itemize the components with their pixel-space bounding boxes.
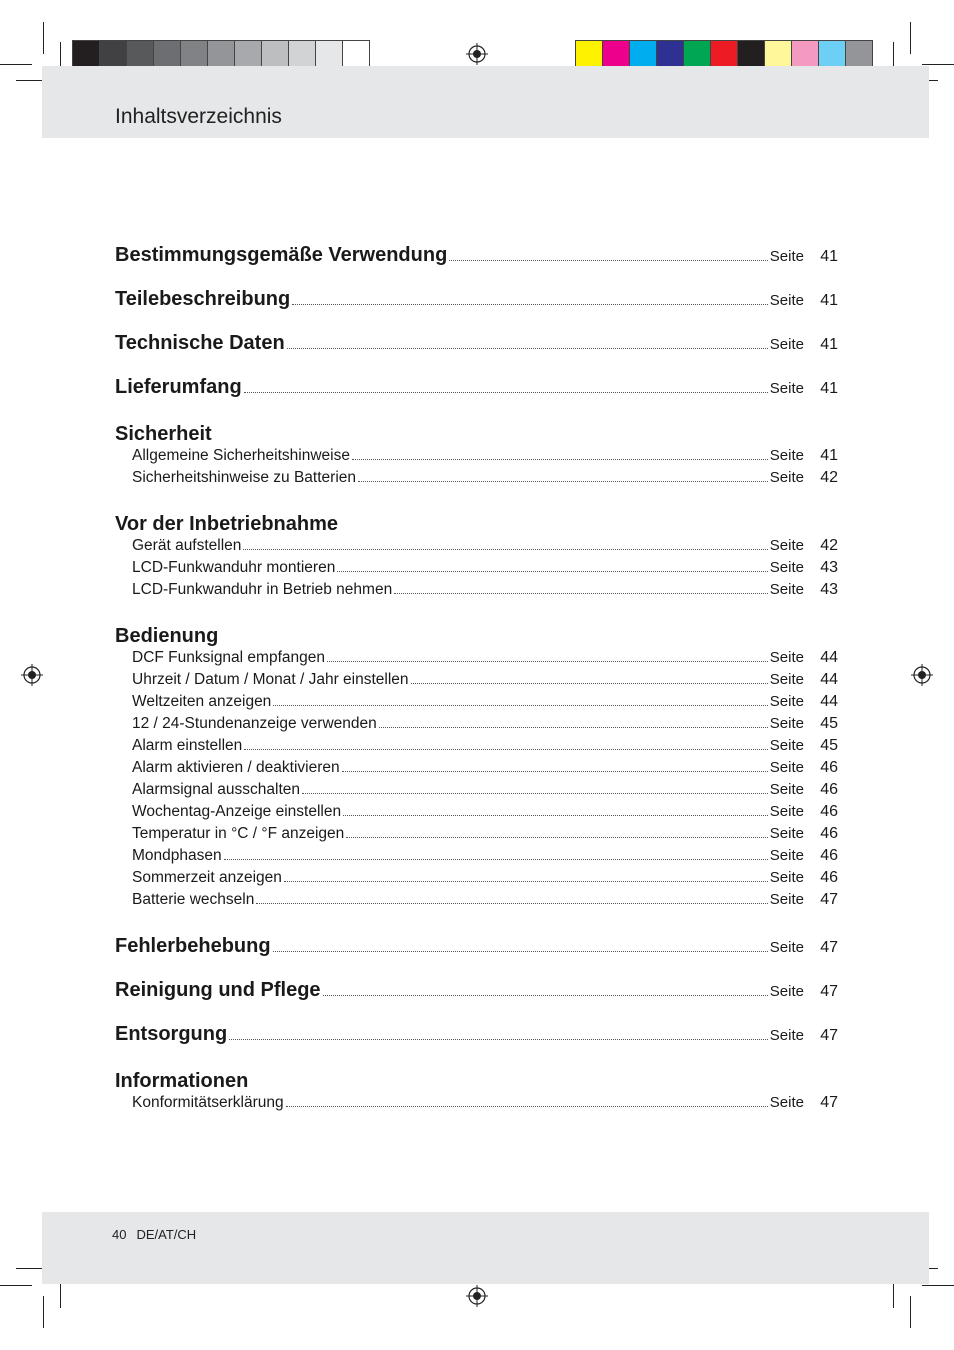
page-number: 47 — [820, 939, 838, 956]
color-swatch — [180, 40, 208, 68]
color-swatch — [207, 40, 235, 68]
dot-leader — [244, 749, 768, 750]
page-word: Seite — [769, 869, 804, 886]
toc-subentry-label: Konformitätserklärung — [132, 1094, 284, 1111]
toc-subentry-label: Wochentag-Anzeige einstellen — [132, 803, 342, 820]
spacer — [115, 603, 838, 622]
page-word: Seite — [769, 983, 804, 1000]
toc-subentry-label: Gerät aufstellen — [132, 537, 242, 554]
toc-entry-label: Teilebeschreibung — [115, 288, 291, 310]
page-word: Seite — [769, 581, 804, 598]
toc-entry-label: Technische Daten — [115, 332, 285, 354]
toc-subentry-label: DCF Funksignal empfangen — [132, 649, 325, 666]
dot-leader — [342, 771, 768, 772]
footer-band — [42, 1212, 929, 1284]
page-number: 41 — [820, 292, 838, 309]
page-word: Seite — [769, 537, 804, 554]
dot-leader — [411, 683, 768, 684]
page-title: Inhaltsverzeichnis — [115, 105, 282, 128]
crop-mark — [43, 22, 44, 54]
toc-subentry-label: Alarm aktivieren / deaktivieren — [132, 759, 340, 776]
color-swatch — [153, 40, 181, 68]
page-word: Seite — [769, 847, 804, 864]
dot-leader — [256, 903, 767, 904]
page-number: 44 — [820, 649, 838, 666]
toc-entry-label: Reinigung und Pflege — [115, 979, 321, 1001]
toc-subentry[interactable] — [115, 559, 838, 581]
crop-mark — [43, 1296, 44, 1328]
toc-subentry[interactable] — [115, 447, 838, 469]
page-word: Seite — [769, 781, 804, 798]
registration-mark-icon — [911, 664, 933, 686]
color-swatch — [683, 40, 711, 68]
toc-section-bedienung[interactable]: Bedienung — [115, 625, 219, 647]
crop-mark — [910, 1296, 911, 1328]
page-word: Seite — [769, 649, 804, 666]
page-number: 43 — [820, 559, 838, 576]
toc-subentry[interactable] — [115, 891, 838, 913]
color-swatch — [818, 40, 846, 68]
page-number: 41 — [820, 248, 838, 265]
page-word: Seite — [769, 248, 804, 265]
dot-leader — [327, 661, 768, 662]
page-number: 42 — [820, 469, 838, 486]
toc-subentry[interactable] — [115, 781, 838, 803]
toc-section-vor-der-inbetriebnahme[interactable]: Vor der Inbetriebnahme — [115, 513, 339, 535]
toc-subentry[interactable] — [115, 469, 838, 491]
toc-subentry[interactable] — [115, 1094, 838, 1116]
page-word: Seite — [769, 715, 804, 732]
color-swatch — [764, 40, 792, 68]
page-word: Seite — [769, 469, 804, 486]
toc-subentry-label: Alarm einstellen — [132, 737, 243, 754]
toc-subentry[interactable] — [115, 847, 838, 869]
footer-page-number: 40 — [112, 1227, 127, 1242]
toc-section-informationen[interactable]: Informationen — [115, 1070, 249, 1092]
page-word: Seite — [769, 1094, 804, 1111]
dot-leader — [302, 793, 768, 794]
crop-mark — [0, 1285, 32, 1286]
color-swatch — [234, 40, 262, 68]
color-swatch — [791, 40, 819, 68]
page-number: 41 — [820, 380, 838, 397]
registration-mark-icon — [466, 43, 488, 65]
toc-subentry[interactable] — [115, 737, 838, 759]
page-number: 47 — [820, 983, 838, 1000]
toc-subentry[interactable] — [115, 715, 838, 737]
page-number: 46 — [820, 847, 838, 864]
page-number: 44 — [820, 693, 838, 710]
color-swatch — [126, 40, 154, 68]
toc-entry-teilebeschreibung[interactable] — [115, 288, 838, 332]
page-word: Seite — [769, 737, 804, 754]
toc-subentry[interactable] — [115, 581, 838, 603]
toc-subentry-label: Temperatur in °C / °F anzeigen — [132, 825, 345, 842]
page-word: Seite — [769, 380, 804, 397]
page-number: 41 — [820, 447, 838, 464]
toc-entry-entsorgung[interactable] — [115, 1023, 838, 1067]
dot-leader — [449, 260, 768, 261]
dot-leader — [243, 549, 767, 550]
page-word: Seite — [769, 559, 804, 576]
page-number: 42 — [820, 537, 838, 554]
spacer — [115, 491, 838, 510]
toc-entry-fehlerbehebung[interactable] — [115, 935, 838, 979]
toc-subentry-label: LCD-Funkwanduhr in Betrieb nehmen — [132, 581, 393, 598]
color-swatch — [315, 40, 343, 68]
dot-leader — [358, 481, 768, 482]
toc-subentry[interactable] — [115, 825, 838, 847]
page-word: Seite — [769, 939, 804, 956]
color-swatch — [72, 40, 100, 68]
toc-entry-label: Bestimmungsgemäße Verwendung — [115, 244, 448, 266]
toc-entry-label: Lieferumfang — [115, 376, 242, 398]
toc-subentry-label: Weltzeiten anzeigen — [132, 693, 272, 710]
page-word: Seite — [769, 292, 804, 309]
crop-mark — [910, 22, 911, 54]
toc-entry-bestimmungsgemaesse-verwendung[interactable] — [115, 244, 838, 288]
dot-leader — [229, 1039, 768, 1040]
page-word: Seite — [769, 671, 804, 688]
toc-subentry[interactable] — [115, 649, 838, 671]
dot-leader — [284, 881, 768, 882]
toc-section-sicherheit[interactable]: Sicherheit — [115, 423, 212, 445]
dot-leader — [343, 815, 768, 816]
dot-leader — [394, 593, 768, 594]
color-swatch — [602, 40, 630, 68]
toc-subentry-label: Uhrzeit / Datum / Monat / Jahr einstellen — [132, 671, 409, 688]
dot-leader — [337, 571, 767, 572]
dot-leader — [273, 951, 768, 952]
crop-mark — [922, 64, 954, 65]
page-number: 45 — [820, 737, 838, 754]
color-swatch — [845, 40, 873, 68]
page-word: Seite — [769, 447, 804, 464]
page-word: Seite — [769, 759, 804, 776]
toc-subentry[interactable] — [115, 537, 838, 559]
color-swatch — [261, 40, 289, 68]
toc-entry-technische-daten[interactable] — [115, 332, 838, 376]
page-number: 47 — [820, 891, 838, 908]
crop-mark — [0, 64, 32, 65]
table-of-contents — [115, 244, 838, 1116]
color-swatch — [288, 40, 316, 68]
toc-subentry-label: 12 / 24-Stundenanzeige verwenden — [132, 715, 377, 732]
toc-subentry[interactable] — [115, 671, 838, 693]
page-number: 47 — [820, 1027, 838, 1044]
dot-leader — [224, 859, 768, 860]
spacer — [115, 913, 838, 935]
toc-subentry[interactable] — [115, 759, 838, 781]
page-number: 46 — [820, 803, 838, 820]
color-swatch — [342, 40, 370, 68]
page-number: 46 — [820, 869, 838, 886]
dot-leader — [244, 392, 768, 393]
dot-leader — [346, 837, 768, 838]
page-number: 41 — [820, 336, 838, 353]
color-swatch — [737, 40, 765, 68]
toc-subentry-label: LCD-Funkwanduhr montieren — [132, 559, 336, 576]
toc-entry-lieferumfang[interactable] — [115, 376, 838, 420]
color-swatch — [629, 40, 657, 68]
dot-leader — [323, 995, 768, 996]
crop-mark — [922, 1285, 954, 1286]
registration-mark-icon — [21, 664, 43, 686]
toc-entry-label: Fehlerbehebung — [115, 935, 271, 957]
toc-subentry-label: Sicherheitshinweise zu Batterien — [132, 469, 357, 486]
page-number: 46 — [820, 825, 838, 842]
dot-leader — [273, 705, 767, 706]
page-number: 47 — [820, 1094, 838, 1111]
toc-subentry-label: Sommerzeit anzeigen — [132, 869, 282, 886]
dot-leader — [287, 348, 768, 349]
page-word: Seite — [769, 803, 804, 820]
dot-leader — [379, 727, 768, 728]
color-swatch — [99, 40, 127, 68]
toc-subentry[interactable] — [115, 693, 838, 715]
footer-region: DE/AT/CH — [136, 1227, 197, 1242]
color-swatch — [710, 40, 738, 68]
page-word: Seite — [769, 693, 804, 710]
toc-subentry-label: Mondphasen — [132, 847, 222, 864]
toc-subentry-label: Allgemeine Sicherheitshinweise — [132, 447, 350, 464]
page-word: Seite — [769, 1027, 804, 1044]
page-number: 46 — [820, 781, 838, 798]
page-word: Seite — [769, 336, 804, 353]
toc-subentry[interactable] — [115, 869, 838, 891]
page-number: 46 — [820, 759, 838, 776]
footer — [112, 1227, 206, 1242]
toc-entry-reinigung-und-pflege[interactable] — [115, 979, 838, 1023]
color-swatch — [575, 40, 603, 68]
toc-subentry-label: Batterie wechseln — [132, 891, 255, 908]
color-swatch — [656, 40, 684, 68]
registration-mark-icon — [466, 1285, 488, 1307]
toc-subentry[interactable] — [115, 803, 838, 825]
toc-subentry-label: Alarmsignal ausschalten — [132, 781, 301, 798]
toc-entry-label: Entsorgung — [115, 1023, 228, 1045]
page-word: Seite — [769, 891, 804, 908]
page-number: 45 — [820, 715, 838, 732]
page-word: Seite — [769, 825, 804, 842]
dot-leader — [286, 1106, 768, 1107]
page-number: 44 — [820, 671, 838, 688]
dot-leader — [352, 459, 768, 460]
dot-leader — [292, 304, 768, 305]
page-number: 43 — [820, 581, 838, 598]
